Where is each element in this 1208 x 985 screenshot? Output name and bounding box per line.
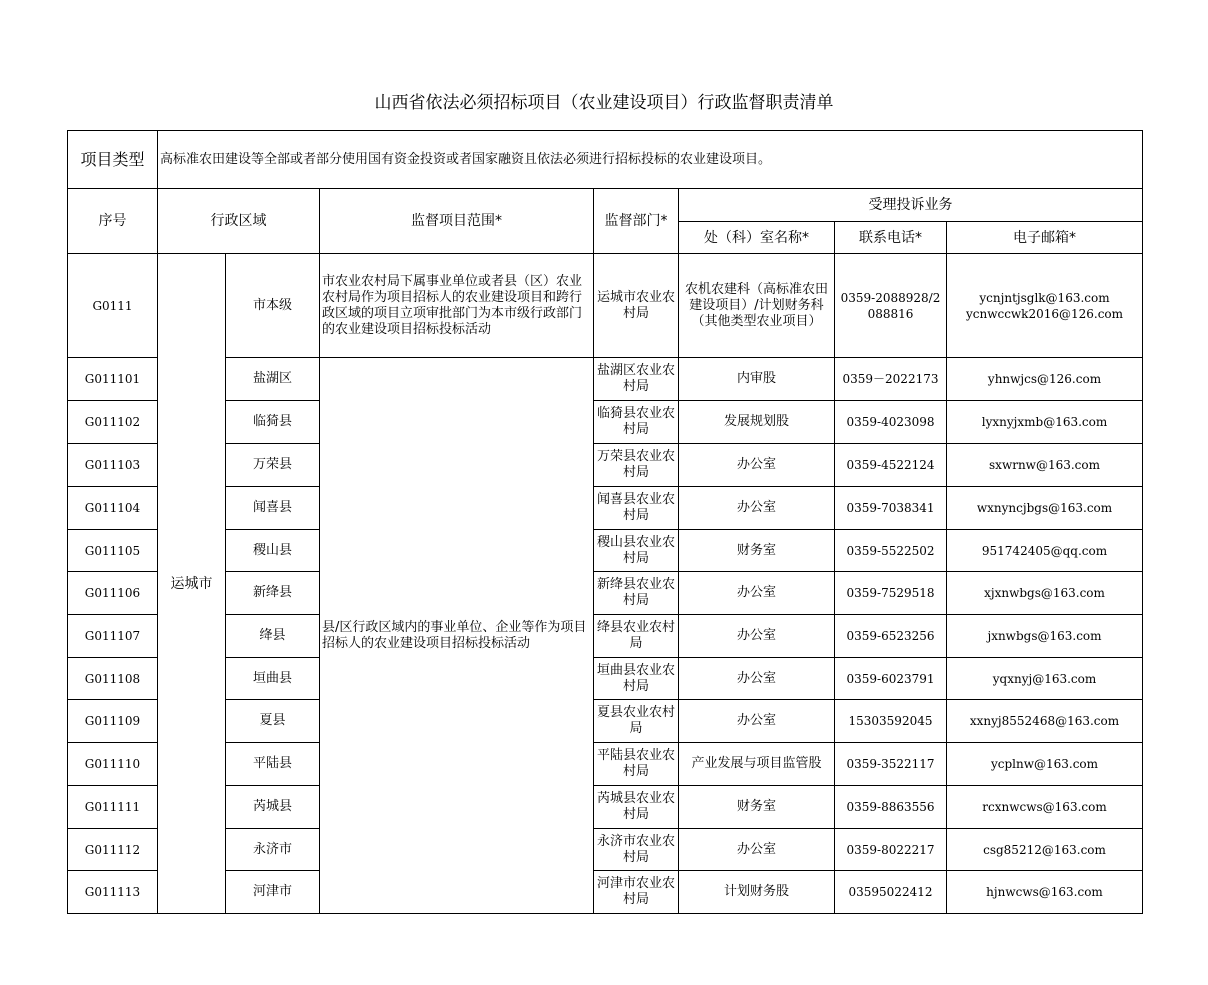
office-cell: 办公室 bbox=[679, 615, 835, 658]
table-row bbox=[68, 786, 1143, 829]
office-cell: 办公室 bbox=[679, 700, 835, 743]
table-row bbox=[68, 487, 1143, 530]
city-cell bbox=[158, 254, 226, 914]
email-cell[interactable]: yqxnyj@163.com bbox=[947, 658, 1143, 700]
district-cell: 万荣县 bbox=[226, 444, 320, 487]
scope-cell: 市农业农村局下属事业单位或者县（区）农业农村局作为项目招标人的农业建设项目和跨行政区域的项目立项审批部门为本市级行政部门的农业建设项目招标投标活动 bbox=[320, 254, 594, 358]
header-region: 行政区域 bbox=[158, 189, 320, 254]
header-complaint: 受理投诉业务 bbox=[679, 189, 1143, 222]
office-cell: 农机农建科（高标准农田建设项目）/计划财务科（其他类型农业项目） bbox=[679, 254, 835, 358]
phone-cell: 0359-4522124 bbox=[835, 444, 947, 487]
header-row bbox=[68, 189, 1143, 222]
scope-county-cell: 县/区行政区域内的事业单位、企业等作为项目招标人的农业建设项目招标投标活动 bbox=[320, 358, 594, 914]
table-row bbox=[68, 254, 1143, 358]
office-cell: 办公室 bbox=[679, 658, 835, 700]
email-cell[interactable]: xxnyj8552468@163.com bbox=[947, 700, 1143, 743]
table-row bbox=[68, 530, 1143, 572]
seq-cell: G011104 bbox=[68, 487, 158, 530]
email-cell bbox=[947, 254, 1143, 358]
dept-cell: 稷山县农业农村局 bbox=[594, 530, 679, 572]
table-row bbox=[68, 444, 1143, 487]
office-cell: 办公室 bbox=[679, 572, 835, 615]
seq-cell: G011102 bbox=[68, 401, 158, 444]
dept-cell: 绛县农业农村局 bbox=[594, 615, 679, 658]
dept-cell: 夏县农业农村局 bbox=[594, 700, 679, 743]
project-type-label: 项目类型 bbox=[68, 131, 158, 189]
district-cell: 永济市 bbox=[226, 829, 320, 871]
phone-cell: 0359-6023791 bbox=[835, 658, 947, 700]
office-cell: 产业发展与项目监管股 bbox=[679, 743, 835, 786]
email-cell[interactable]: 951742405@qq.com bbox=[947, 530, 1143, 572]
email-cell[interactable]: rcxnwcws@163.com bbox=[947, 786, 1143, 829]
office-cell: 发展规划股 bbox=[679, 401, 835, 444]
table-row bbox=[68, 743, 1143, 786]
office-cell: 办公室 bbox=[679, 487, 835, 530]
phone-cell: 0359-2088928/2088816 bbox=[835, 254, 947, 358]
table-row bbox=[68, 658, 1143, 700]
email-cell[interactable]: xjxnwbgs@163.com bbox=[947, 572, 1143, 615]
dept-cell: 盐湖区农业农村局 bbox=[594, 358, 679, 401]
phone-cell: 0359-8022217 bbox=[835, 829, 947, 871]
phone-cell: 0359－2022173 bbox=[835, 358, 947, 401]
dept-cell: 芮城县农业农村局 bbox=[594, 786, 679, 829]
dept-cell: 永济市农业农村局 bbox=[594, 829, 679, 871]
table-row bbox=[68, 871, 1143, 914]
seq-cell: G011106 bbox=[68, 572, 158, 615]
office-cell: 办公室 bbox=[679, 444, 835, 487]
email-cell[interactable]: wxnyncjbgs@163.com bbox=[947, 487, 1143, 530]
dept-cell: 新绛县农业农村局 bbox=[594, 572, 679, 615]
office-cell: 财务室 bbox=[679, 530, 835, 572]
district-cell: 绛县 bbox=[226, 615, 320, 658]
dept-cell: 平陆县农业农村局 bbox=[594, 743, 679, 786]
seq-cell: G011105 bbox=[68, 530, 158, 572]
phone-cell: 0359-4023098 bbox=[835, 401, 947, 444]
seq-cell: G011110 bbox=[68, 743, 158, 786]
email-cell[interactable]: sxwrnw@163.com bbox=[947, 444, 1143, 487]
seq-cell: G011108 bbox=[68, 658, 158, 700]
seq-cell: G011113 bbox=[68, 871, 158, 914]
district-cell: 临猗县 bbox=[226, 401, 320, 444]
project-type-description: 高标准农田建设等全部或者部分使用国有资金投资或者国家融资且依法必须进行招标投标的农业建设项目。 bbox=[158, 131, 1143, 189]
email-cell[interactable]: ycplnw@163.com bbox=[947, 743, 1143, 786]
header-seq: 序号 bbox=[68, 189, 158, 254]
email-cell[interactable]: csg85212@163.com bbox=[947, 829, 1143, 871]
dept-cell: 垣曲县农业农村局 bbox=[594, 658, 679, 700]
office-cell: 内审股 bbox=[679, 358, 835, 401]
district-cell: 稷山县 bbox=[226, 530, 320, 572]
dept-cell: 临猗县农业农村局 bbox=[594, 401, 679, 444]
table-row bbox=[68, 700, 1143, 743]
seq-cell: G011107 bbox=[68, 615, 158, 658]
dept-cell: 河津市农业农村局 bbox=[594, 871, 679, 914]
district-cell: 市本级 bbox=[226, 254, 320, 358]
email-cell[interactable]: jxnwbgs@163.com bbox=[947, 615, 1143, 658]
office-cell: 财务室 bbox=[679, 786, 835, 829]
city-name: 运城市 bbox=[170, 575, 213, 592]
table-row bbox=[68, 401, 1143, 444]
district-cell: 垣曲县 bbox=[226, 658, 320, 700]
header-email: 电子邮箱* bbox=[947, 222, 1143, 254]
seq-cell: G0111 bbox=[68, 254, 158, 358]
district-cell: 芮城县 bbox=[226, 786, 320, 829]
page-title: 山西省依法必须招标项目（农业建设项目）行政监督职责清单 bbox=[374, 93, 834, 113]
email-link[interactable]: ycnwccwk2016@126.com bbox=[965, 306, 1124, 321]
table-row bbox=[68, 572, 1143, 615]
table-row bbox=[68, 829, 1143, 871]
supervision-table bbox=[67, 130, 1143, 914]
header-phone: 联系电话* bbox=[835, 222, 947, 254]
district-cell: 夏县 bbox=[226, 700, 320, 743]
phone-cell: 0359-5522502 bbox=[835, 530, 947, 572]
header-office: 处（科）室名称* bbox=[679, 222, 835, 254]
seq-cell: G011112 bbox=[68, 829, 158, 871]
district-cell: 闻喜县 bbox=[226, 487, 320, 530]
email-cell[interactable]: lyxnyjxmb@163.com bbox=[947, 401, 1143, 444]
district-cell: 新绛县 bbox=[226, 572, 320, 615]
phone-cell: 0359-8863556 bbox=[835, 786, 947, 829]
dept-cell: 闻喜县农业农村局 bbox=[594, 487, 679, 530]
email-cell[interactable]: yhnwjcs@126.com bbox=[947, 358, 1143, 401]
phone-cell: 03595022412 bbox=[835, 871, 947, 914]
office-cell: 计划财务股 bbox=[679, 871, 835, 914]
seq-cell: G011103 bbox=[68, 444, 158, 487]
project-type-row bbox=[68, 131, 1143, 189]
email-cell[interactable]: hjnwcws@163.com bbox=[947, 871, 1143, 914]
header-scope: 监督项目范围* bbox=[320, 189, 594, 254]
seq-cell: G011111 bbox=[68, 786, 158, 829]
dept-cell: 万荣县农业农村局 bbox=[594, 444, 679, 487]
district-cell: 平陆县 bbox=[226, 743, 320, 786]
office-cell: 办公室 bbox=[679, 829, 835, 871]
email-link[interactable]: ycnjntjsglk@163.com bbox=[979, 290, 1110, 305]
seq-cell: G011101 bbox=[68, 358, 158, 401]
phone-cell: 0359-7529518 bbox=[835, 572, 947, 615]
header-dept: 监督部门* bbox=[594, 189, 679, 254]
phone-cell: 0359-7038341 bbox=[835, 487, 947, 530]
dept-cell: 运城市农业农村局 bbox=[594, 254, 679, 358]
seq-cell: G011109 bbox=[68, 700, 158, 743]
table-row bbox=[68, 358, 1143, 401]
phone-cell: 0359-6523256 bbox=[835, 615, 947, 658]
district-cell: 河津市 bbox=[226, 871, 320, 914]
table-row bbox=[68, 615, 1143, 658]
phone-cell: 15303592045 bbox=[835, 700, 947, 743]
phone-cell: 0359-3522117 bbox=[835, 743, 947, 786]
district-cell: 盐湖区 bbox=[226, 358, 320, 401]
